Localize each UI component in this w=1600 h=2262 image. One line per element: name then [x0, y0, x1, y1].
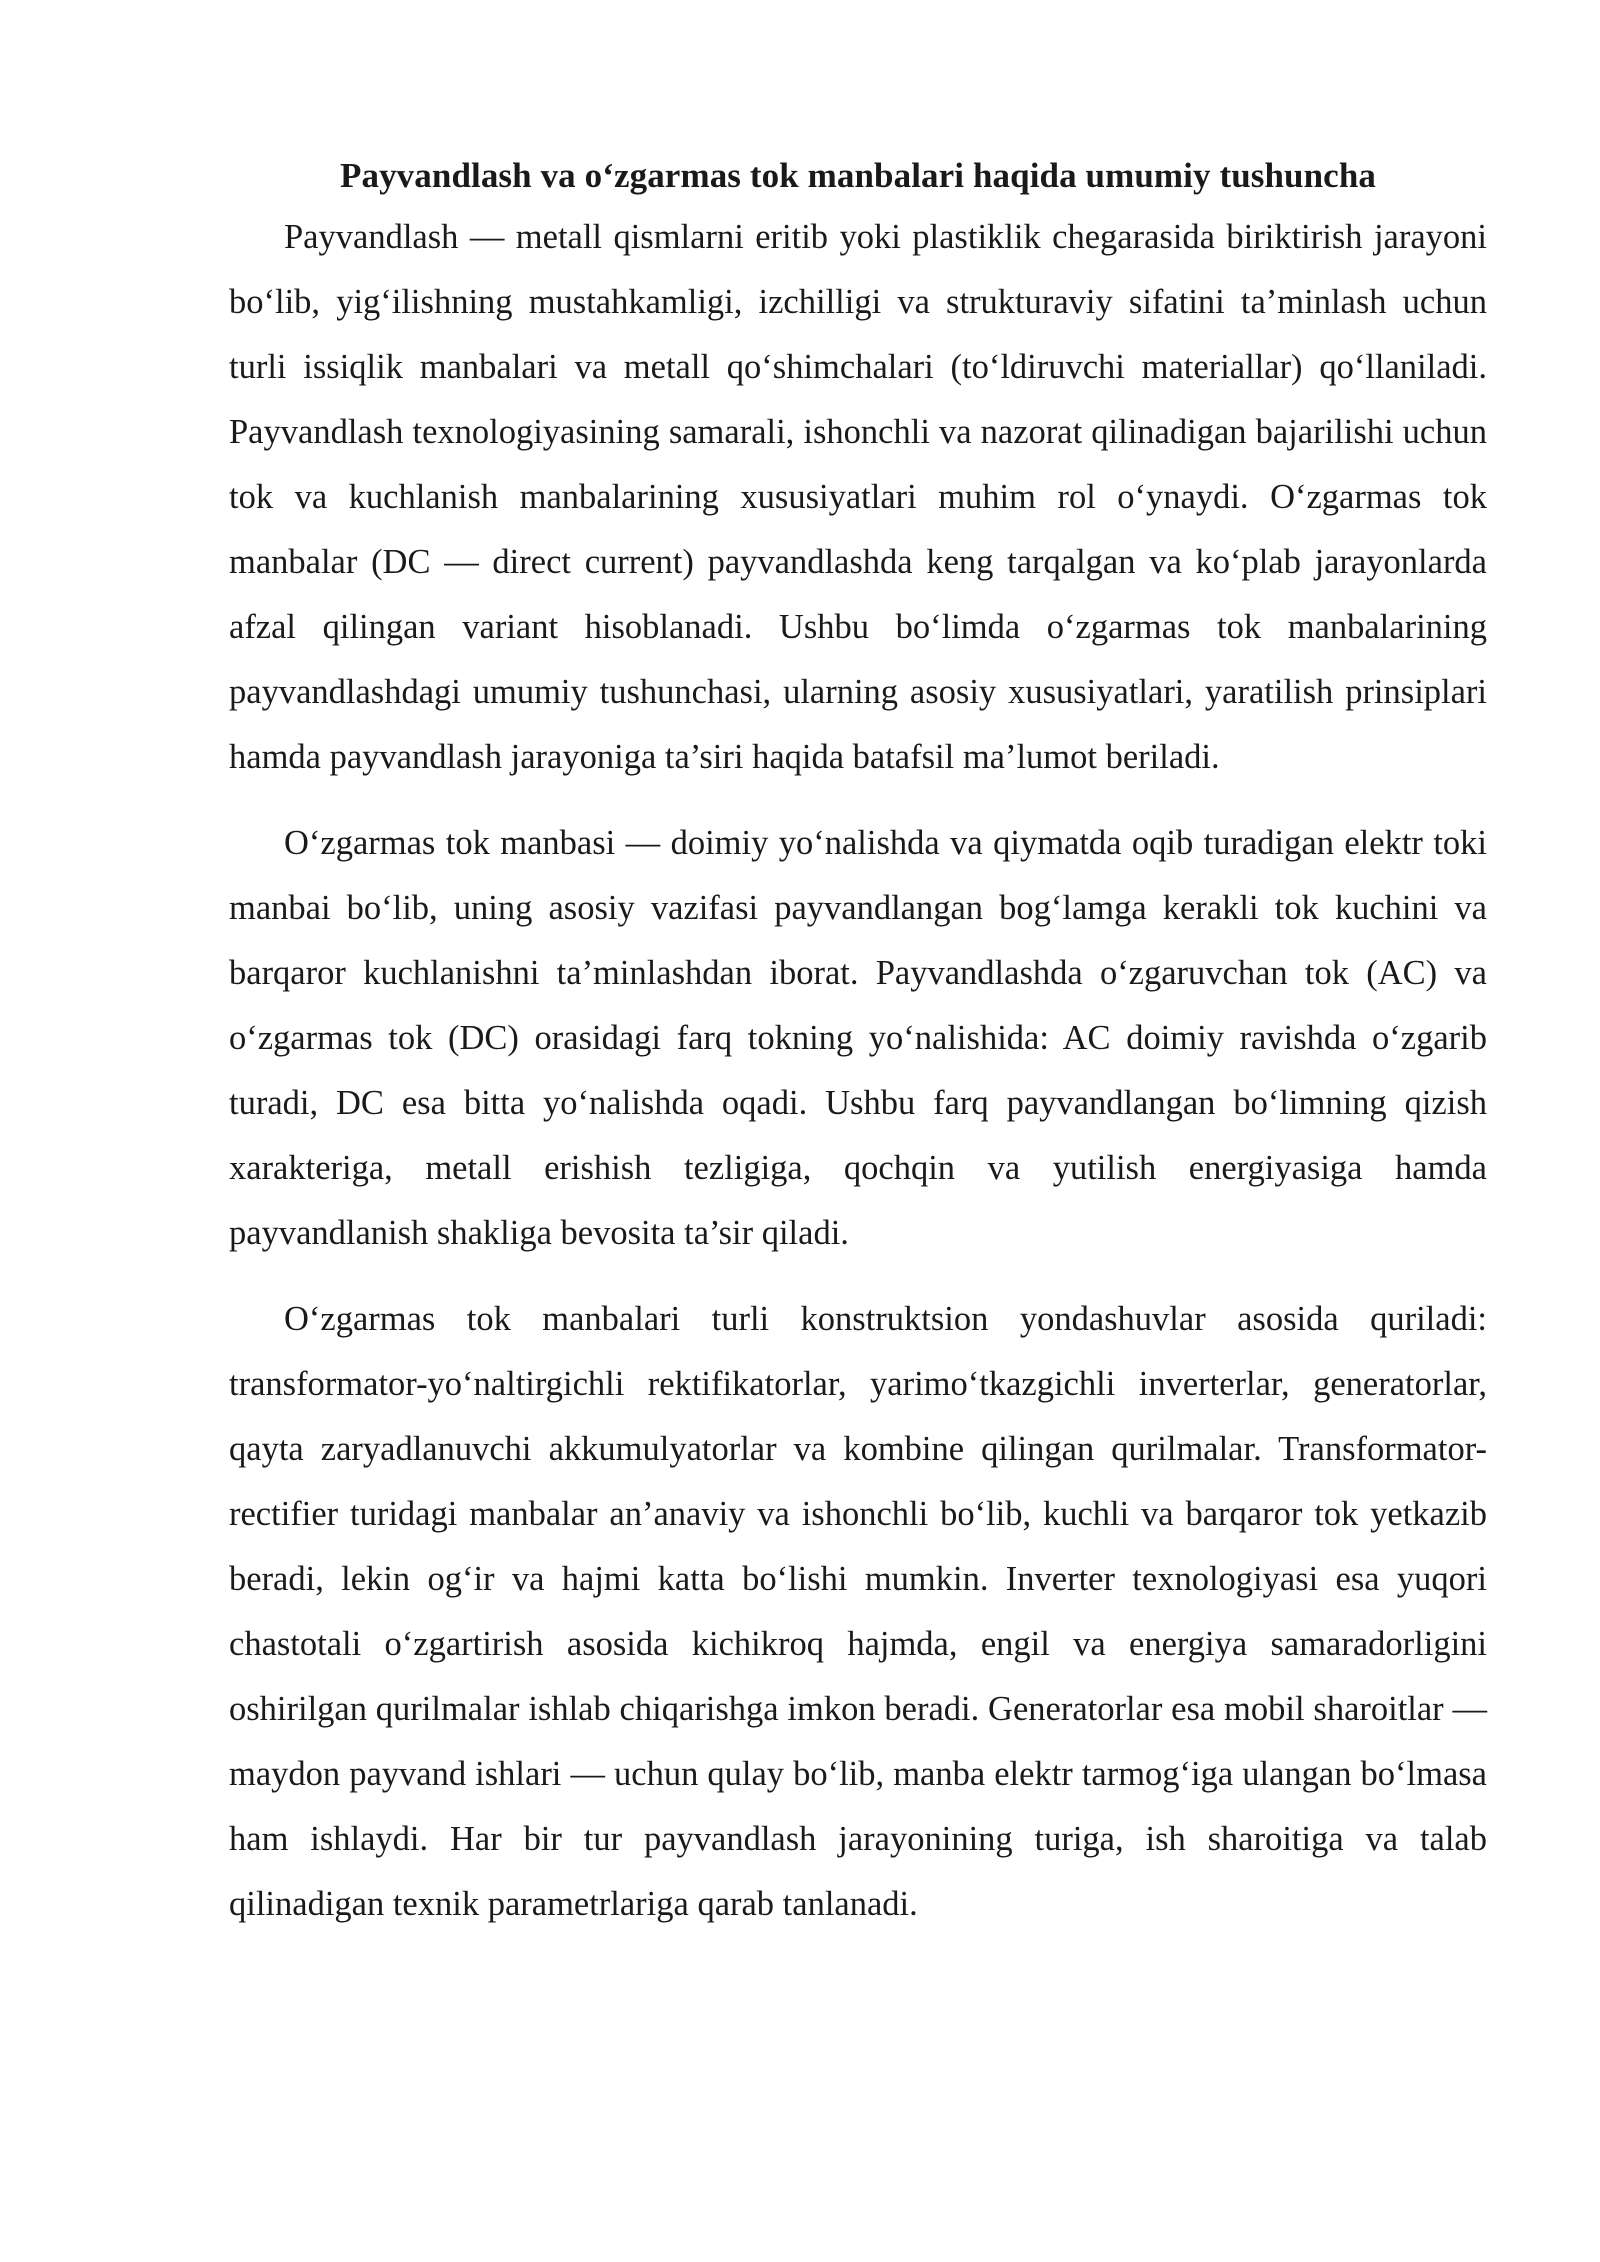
document-body [229, 150, 1487, 1958]
paragraph-welding-overview: Payvandlash — metall qismlarni eritib yoki plastiklik chegarasida biriktirish jarayoni bo‘lib, yig‘ilishning mustahkamligi, izchilligi va strukturaviy sifatini ta’minlash uchun turli issiqlik manbalari va metall qo‘shimchalari (to‘ldiruvchi materiallar) qo‘llaniladi. Payvandlash texnologiyasining samarali, ishonchli va nazorat qilinadigan bajarilishi uchun tok va kuchlanish manbalarining xususiyatlari muhim rol o‘ynaydi. O‘zgarmas tok manbalar (DC — direct current) payvandlashda keng tarqalgan va ko‘plab jarayonlarda afzal qilingan variant hisoblanadi. Ushbu bo‘limda o‘zgarmas tok manbalarining payvandlashdagi umumiy tushunchasi, ularning asosiy xususiyatlari, yaratilish prinsiplari hamda payvandlash jarayoniga ta’siri haqida batafsil ma’lumot beriladi. [229, 218, 1487, 776]
paragraph-dc-source-definition: O‘zgarmas tok manbasi — doimiy yo‘nalishda va qiymatda oqib turadigan elektr toki manbai bo‘lib, uning asosiy vazifasi payvandlangan bog‘lamga kerakli tok kuchini va barqaror kuchlanishni ta’minlashdan iborat. Payvandlashda o‘zgaruvchan tok (AC) va o‘zgarmas tok (DC) orasidagi farq tokning yo‘nalishida: AC doimiy ravishda o‘zgarib turadi, DC esa bitta yo‘nalishda oqadi. Ushbu farq payvandlangan bo‘limning qizish xarakteriga, metall erishish tezligiga, qochqin va yutilish energiyasiga hamda payvandlanish shakliga bevosita ta’sir qiladi. [229, 824, 1487, 1252]
document-title: Payvandlash va o‘zgarmas tok manbalari haqida umumiy tushuncha [340, 156, 1376, 195]
paragraph-dc-source-types: O‘zgarmas tok manbalari turli konstruktsion yondashuvlar asosida quriladi: transformator-yo‘naltirgichli rektifikatorlar, yarimo‘tkazgichli inverterlar, generatorlar, qayta zaryadlanuvchi akkumulyatorlar va kombine qilingan qurilmalar. Transformator-rectifier turidagi manbalar an’anaviy va ishonchli bo‘lib, kuchli va barqaror tok yetkazib beradi, lekin og‘ir va hajmi katta bo‘lishi mumkin. Inverter texnologiyasi esa yuqori chastotali o‘zgartirish asosida kichikroq hajmda, engil va energiya samaradorligini oshirilgan qurilmalar ishlab chiqarishga imkon beradi. Generatorlar esa mobil sharoitlar — maydon payvand ishlari — uchun qulay bo‘lib, manba elektr tarmog‘iga ulangan bo‘lmasa ham ishlaydi. Har bir tur payvandlash jarayonining turiga, ish sharoitiga va talab qilinadigan texnik parametrlariga qarab tanlanadi. [229, 1300, 1487, 1923]
